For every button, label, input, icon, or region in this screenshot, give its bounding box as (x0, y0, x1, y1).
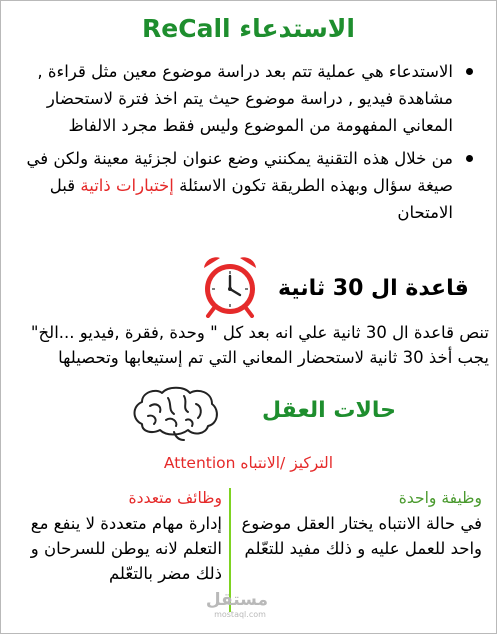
rule-text: تنص قاعدة ال 30 ثانية علي انه بعد كل " وحدة ,فقرة ,فيديو ...الخ" يجب أخذ 30 ثانية لاستحضار المعاني التي تم إستيعابها وتحصيلها (30, 323, 489, 367)
page-title: الاستدعاء ReCall (142, 14, 355, 43)
bullet-text: من خلال هذه التقنية يمكنني وضع عنوان لجزئية معينة ولكن في صيغة سؤال وبهذه الطريقة تكون الاسئلة (26, 149, 453, 195)
bullet-text: الاستدعاء هي عملية تتم بعد دراسة موضوع معين مثل قراءة , مشاهدة فيديو , دراسة موضوع حيث يتم اخذ فترة لاستحضار المعاني المفهومة من الموضوع وليس فقط مجرد الالفاظ (37, 62, 453, 135)
bullet-highlight: إختبارات ذاتية (80, 176, 174, 195)
bullet-text-end: قبل الامتحان (49, 176, 453, 222)
bullet-item (6, 145, 473, 226)
alarm-clock-icon (200, 252, 260, 318)
single-function-heading: وظيفة واحدة (398, 489, 482, 507)
single-function-text: في حالة الانتباه يختار العقل موضوع واحد للعمل عليه و ذلك مفيد للتعّلم (241, 514, 482, 558)
watermark-logo (205, 590, 268, 624)
multiple-functions-column (6, 486, 222, 586)
bullet-dot-icon (466, 68, 473, 75)
brain-icon (128, 384, 220, 442)
single-function-column (236, 486, 482, 561)
bullet-item (6, 58, 473, 139)
rule-header (0, 252, 497, 322)
bullet-dot-icon (466, 155, 473, 162)
rule-title: قاعدة ال 30 ثانية (278, 276, 469, 301)
states-title: حالات العقل (262, 398, 396, 423)
multiple-functions-heading: وظائف متعددة (128, 489, 222, 507)
watermark-arabic: مستقل (205, 590, 268, 610)
bullet-list (6, 58, 473, 232)
multiple-functions-text: إدارة مهام متعددة لا ينفع مع التعلم لانه يوطن للسرحان و ذلك مضر بالتعّلم (30, 514, 222, 583)
watermark-latin: mostaql.com (214, 610, 266, 619)
attention-label: التركيز /الانتباه Attention (163, 454, 334, 472)
